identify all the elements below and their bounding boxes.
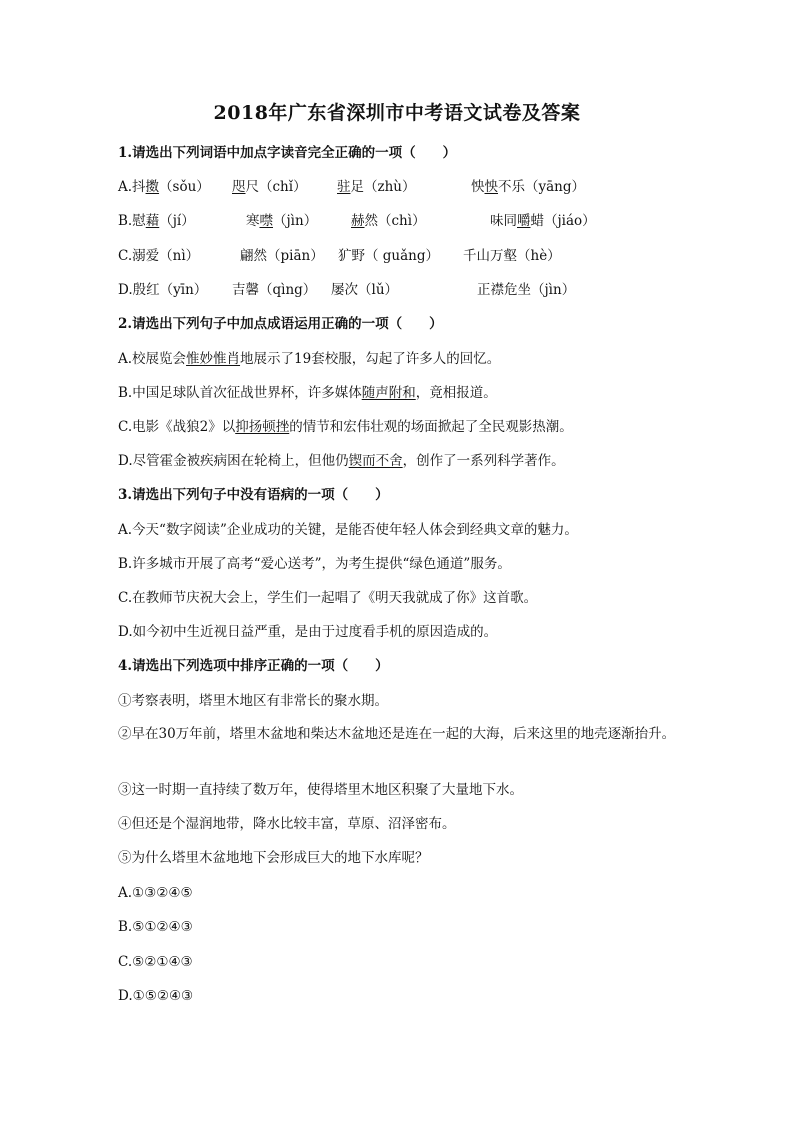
q1-option-d-3: 屡次（lǔ） — [331, 282, 399, 298]
q1-option-d-2: 吉馨（qìng） — [232, 282, 317, 298]
q4-option-c: C.⑤②①④③ — [118, 954, 193, 970]
q2-option-b: B.中国足球队首次征战世界杯，许多媒体随声附和，竟相报道。 — [118, 385, 497, 401]
q2-option-d: D.尽管霍金被疾病困在轮椅上，但他仍锲而不舍，创作了一系列科学著作。 — [118, 453, 565, 469]
q1-option-b-2: 寒噤（jìn） — [246, 213, 318, 229]
page-title: 2018年广东省深圳市中考语文试卷及答案 — [213, 102, 581, 124]
q1-option-c-4: 千山万壑（hè） — [463, 248, 561, 264]
q3-option-a: A.今天“数字阅读”企业成功的关键，是能否使年轻人体会到经典文章的魅力。 — [118, 522, 578, 538]
q4-option-a: A.①③②④⑤ — [118, 885, 193, 901]
q1-option-a-3: 驻足（zhù） — [337, 179, 416, 195]
q1-option-a-4: 怏怏不乐（yāng） — [471, 179, 586, 195]
q1-option-d-4: 正襟危坐（jìn） — [477, 282, 576, 298]
q1-option-b-4: 味同嚼蜡（jiáo） — [490, 213, 596, 229]
q4-option-b: B.⑤①②④③ — [118, 919, 193, 935]
q4-sentence-3: ③这一时期一直持续了数万年，使得塔里木地区积聚了大量地下水。 — [118, 782, 523, 798]
q1-option-b-3: 赫然（chì） — [351, 213, 426, 229]
q4-sentence-5: ⑤为什么塔里木盆地地下会形成巨大的地下水库呢？ — [118, 850, 429, 866]
question-3-stem: 3.请选出下列句子中没有语病的一项（ ） — [118, 487, 389, 503]
q3-option-c: C.在教师节庆祝大会上，学生们一起唱了《明天我就成了你》这首歌。 — [118, 590, 538, 606]
q1-option-c-3: 犷野（ guǎng） — [338, 248, 440, 264]
q1-option-c-2: 翩然（piān） — [240, 248, 324, 264]
question-4-stem: 4.请选出下列选项中排序正确的一项（ ） — [118, 658, 389, 674]
question-2-stem: 2.请选出下列句子中加点成语运用正确的一项（ ） — [118, 316, 443, 332]
q2-option-c: C.电影《战狼2》以抑扬顿挫的情节和宏伟壮观的场面掀起了全民观影热潮。 — [118, 419, 573, 435]
q3-option-d: D.如今初中生近视日益严重，是由于过度看手机的原因造成的。 — [118, 624, 498, 640]
q1-option-c-1: C.溺爱（nì） — [118, 248, 200, 264]
q4-sentence-1: ①考察表明，塔里木地区有非常长的聚水期。 — [118, 693, 388, 709]
q1-option-a-1: A.抖擞（sǒu） — [118, 179, 210, 195]
q1-option-b-1: B.慰藉（jí） — [118, 213, 195, 229]
q1-option-a-2: 咫尺（chǐ） — [232, 179, 307, 195]
q1-option-d-1: D.殷红（yīn） — [118, 282, 208, 298]
q4-option-d: D.①⑤②④③ — [118, 988, 194, 1004]
q4-sentence-2: ②早在30万年前，塔里木盆地和柴达木盆地还是连在一起的大海，后来这里的地壳逐渐抬升。 — [118, 726, 676, 742]
q2-option-a: A.校展览会惟妙惟肖地展示了19套校服，勾起了许多人的回忆。 — [118, 351, 501, 367]
q3-option-b: B.许多城市开展了高考“爱心送考”，为考生提供“绿色通道”服务。 — [118, 556, 511, 572]
q4-sentence-4: ④但还是个湿润地带，降水比较丰富，草原、沼泽密布。 — [118, 816, 456, 832]
question-1-stem: 1.请选出下列词语中加点字读音完全正确的一项（ ） — [118, 145, 457, 161]
